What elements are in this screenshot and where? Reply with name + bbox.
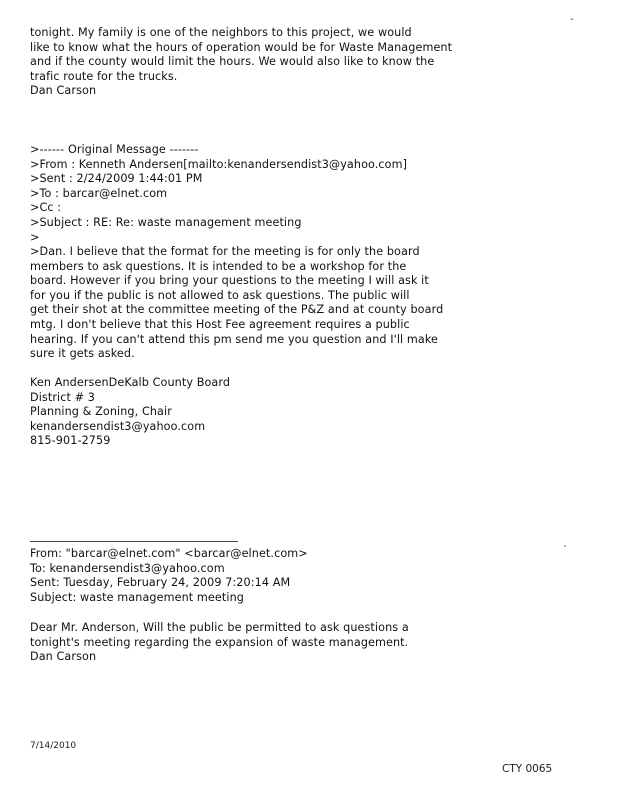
forwarded-message-header (30, 143, 590, 245)
andersen-reply-line: members to ask questions. It is intended to be a workshop for the (30, 259, 407, 273)
sent-line: >Sent : 2/24/2009 1:44:01 PM (30, 172, 203, 186)
signature-phone: 815-901-2759 (30, 434, 111, 448)
original-from-line: From: "barcar@elnet.com" <barcar@elnet.com> (30, 547, 308, 560)
reply-line: trafic route for the trucks. (30, 69, 178, 83)
andersen-reply-line: for you if the public is not allowed to ask questions. The public will (30, 288, 410, 302)
original-to-line: To: kenandersendist3@yahoo.com (30, 561, 225, 575)
reply-line: like to know what the hours of operation would be for Waste Management (30, 40, 453, 54)
reply-line: and if the county would limit the hours. We would also like to know the (30, 55, 435, 69)
original-body-signoff: Dan Carson (30, 650, 97, 664)
from-line: >From : Kenneth Andersen[mailto:kenandersendist3@yahoo.com] (30, 157, 408, 171)
subject-line: >Subject : RE: Re: waste management meeting (30, 215, 302, 229)
original-message-header (30, 547, 590, 605)
original-message-body (30, 621, 590, 665)
quote-marker-line: > (30, 230, 40, 244)
mid-right-mark: ` (563, 545, 568, 556)
andersen-reply-line: get their shot at the committee meeting of the P&Z and at county board (30, 303, 444, 317)
footer-date: 7/14/2010 (30, 741, 77, 751)
original-body-line: tonight's meeting regarding the expansion of waste management. (30, 635, 409, 649)
andersen-reply-line: >Dan. I believe that the format for the meeting is for only the board (30, 245, 420, 258)
cc-line: >Cc : (30, 201, 62, 215)
andersen-reply-paragraph (30, 245, 590, 362)
original-subject-line: Subject: waste management meeting (30, 590, 244, 604)
reply-line: tonight. My family is one of the neighbors to this project, we would (30, 26, 412, 39)
andersen-reply-line: hearing. If you can't attend this pm send me you question and I'll make (30, 332, 439, 346)
signature-block (30, 376, 590, 449)
page-identifier: CTY 0065 (502, 763, 553, 775)
message-separator (30, 541, 238, 542)
signature-title: Planning & Zoning, Chair (30, 405, 172, 419)
andersen-reply-line: sure it gets asked. (30, 347, 135, 361)
andersen-reply-line: mtg. I don't believe that this Host Fee agreement requires a public (30, 317, 410, 331)
reply-signoff: Dan Carson (30, 84, 97, 98)
signature-name: Ken AndersenDeKalb County Board (30, 376, 231, 389)
original-message-divider: >------ Original Message ------- (30, 143, 199, 156)
original-sent-line: Sent: Tuesday, February 24, 2009 7:20:14 AM (30, 576, 291, 590)
reply-paragraph (30, 26, 590, 99)
andersen-reply-line: board. However if you bring your questions to the meeting I will ask it (30, 274, 429, 288)
original-body-line: Dear Mr. Anderson, Will the public be permitted to ask questions a (30, 621, 409, 634)
to-line: >To : barcar@elnet.com (30, 186, 168, 200)
signature-email: kenandersendist3@yahoo.com (30, 419, 206, 433)
top-right-mark: - (570, 14, 574, 25)
signature-district: District # 3 (30, 390, 95, 404)
